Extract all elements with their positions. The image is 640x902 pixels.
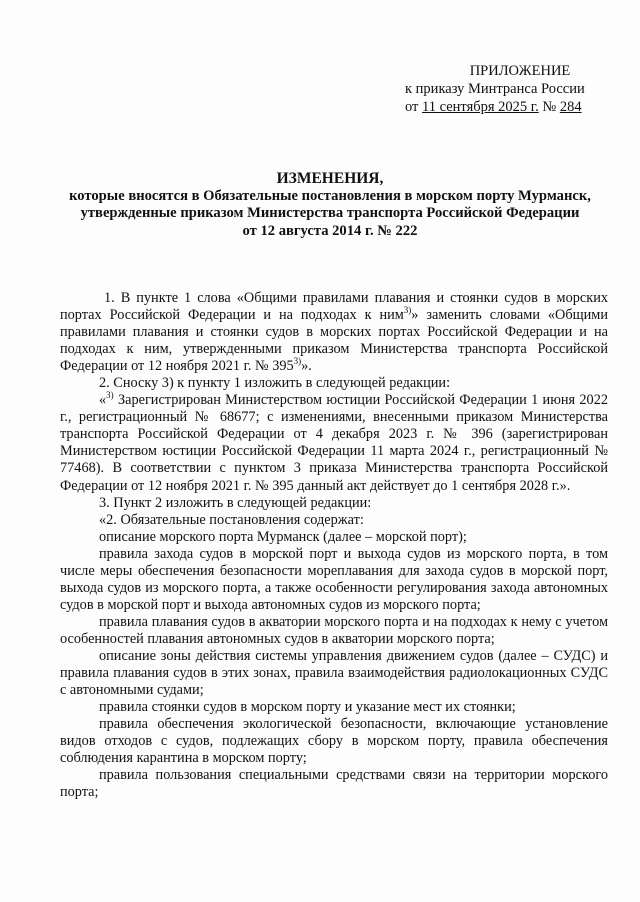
- appendix-date-prefix: от: [405, 99, 423, 115]
- paragraph-6: описание морского порта Мурманск (далее – морской порт);: [99, 528, 467, 545]
- paragraph-10: правила стоянки судов в морском порту и указание мест их стоянки;: [99, 699, 516, 716]
- document-heading: [40, 170, 620, 240]
- footnote-ref: 3): [293, 356, 302, 367]
- paragraph-9: описание зоны действия системы управления движением судов (далее – СУДС) и правила плавания судов в этих зонах, правила взаимодействия радиолокационных СУДС с автономными судами;: [60, 647, 608, 699]
- appendix-order-date: 11 сентября 2025 г.: [422, 99, 539, 115]
- paragraph-2: 2. Сноску 3) к пункту 1 изложить в следующей редакции:: [99, 375, 451, 392]
- footnote-ref: 3): [106, 390, 114, 401]
- paragraph-3-text: Зарегистрирован Министерством юстиции Российской Федерации 1 июня 2022 г., регистрационный № 68677; с изменениями, внесенными приказом Министерства транспорта Российской Федерации от 4 декабря 2023 г. № 396 (зарегистрирован Министерством юстиции Российской Федерации 11 марта 2024 г., регистрационный № 77468). В соответствии с пунктом 3 приказа Министерства транспорта Российской Федерации от 12 ноября 2021 г. № 395 данный акт действует до 1 сентября 2028 г.».: [60, 392, 608, 494]
- appendix-title: ПРИЛОЖЕНИЕ: [469, 63, 571, 79]
- heading-line-1: которые вносятся в Обязательные постановления в морском порту Мурманск,: [69, 187, 591, 204]
- paragraph-1-text-a: 1. В пункте 1 слова «Общими правилами плавания и стоянки судов в морских портах Российской Федерации и на подходах к ним: [60, 290, 608, 324]
- paragraph-1: [60, 290, 608, 375]
- paragraph-11: правила обеспечения экологической безопасности, включающие установление видов отходов с судов, подлежащих сбору в морском порту, правила обеспечения соблюдения карантина в морском порту;: [60, 716, 608, 767]
- appendix-number-prefix: №: [538, 99, 560, 115]
- document-body: [60, 290, 608, 801]
- paragraph-1-text-b: » заменить словами «Общими правилами плавания и стоянки судов в морских портах Российской Федерации и на подходах к ним, утвержденными приказом Министерства транспорта Российской Федерации от 12 ноября 2021 г. № 395: [60, 307, 608, 375]
- heading-line-2: утвержденные приказом Министерства транспорта Российской Федерации: [80, 205, 580, 221]
- footnote-ref: 3): [403, 305, 412, 316]
- paragraph-3: [60, 392, 608, 494]
- paragraph-8: правила плавания судов в акватории морского порта и на подходах к нему с учетом особенностей плавания автономных судов в акватории морского порта;: [60, 613, 608, 647]
- appendix-order-ref: к приказу Минтранса России: [405, 81, 585, 97]
- paragraph-12: правила пользования специальными средствами связи на территории морского порта;: [60, 767, 608, 801]
- heading-line-3: от 12 августа 2014 г. № 222: [242, 222, 418, 239]
- paragraph-7: правила захода судов в морской порт и выхода судов из морского порта, в том числе меры обеспечения безопасности мореплавания для захода судов в морской порт, выхода судов из морского порта, а также особенности регулирования захода автономных судов в морской порт и выхода автономных судов из морского порта;: [60, 545, 608, 613]
- appendix-order-date-line: [405, 98, 605, 116]
- paragraph-3-open-quote: «: [99, 392, 107, 409]
- appendix-order-number: 284: [559, 99, 582, 115]
- heading-title: ИЗМЕНЕНИЯ,: [276, 170, 384, 187]
- paragraph-1-text-c: ».: [301, 358, 312, 375]
- paragraph-4: 3. Пункт 2 изложить в следующей редакции:: [99, 494, 372, 511]
- paragraph-5: «2. Обязательные постановления содержат:: [99, 511, 364, 528]
- appendix-header: [405, 62, 605, 116]
